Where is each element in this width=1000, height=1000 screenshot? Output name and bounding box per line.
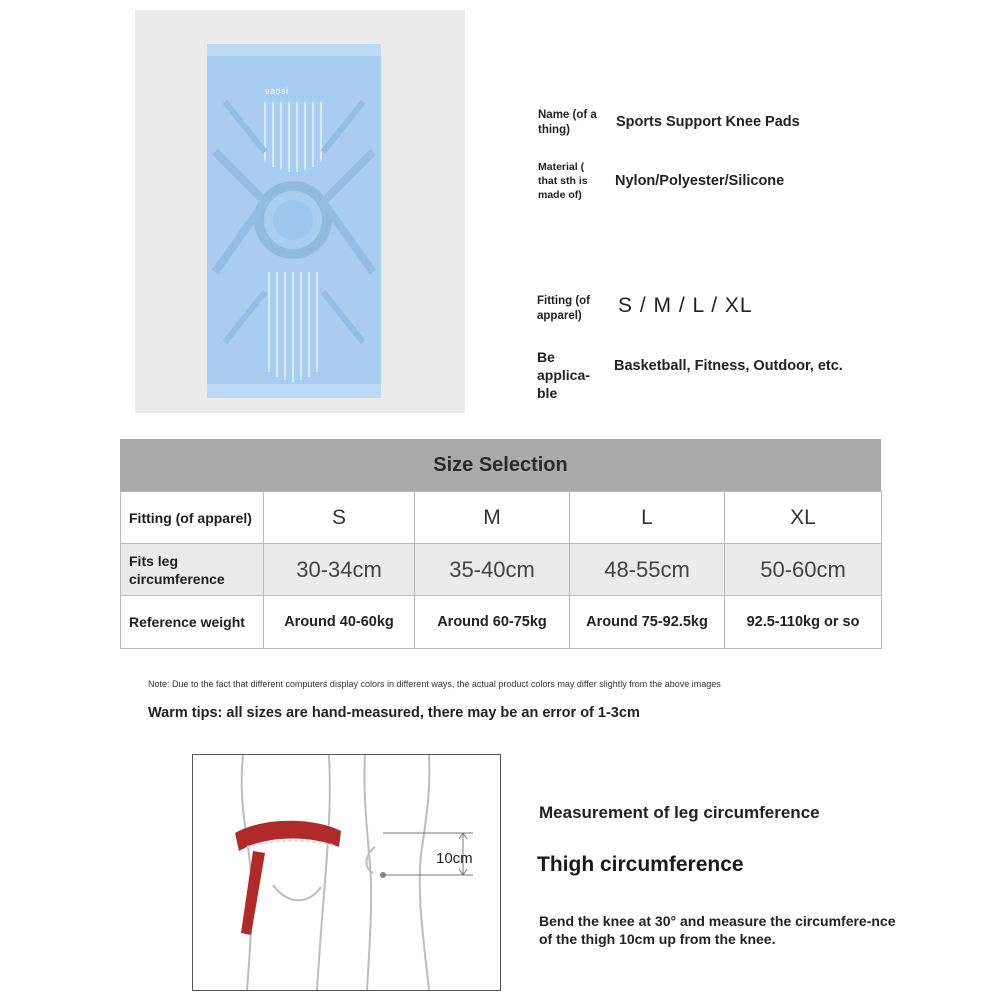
table-row <box>121 544 882 596</box>
knee-sleeve-icon <box>205 42 383 400</box>
measurement-title: Measurement of leg circumference <box>539 803 820 822</box>
spec-value-applicable: Basketball, Fitness, Outdoor, etc. <box>614 358 843 374</box>
measurement-description: Bend the knee at 30° and measure the circumfere-nce of the thigh 10cm up from the knee. <box>539 913 896 947</box>
dimension-label: 10cm <box>436 850 473 867</box>
spec-label-applicable: Be applica-ble <box>537 349 590 401</box>
table-row <box>121 492 882 544</box>
circumference-cell: 30-34cm <box>264 544 415 596</box>
size-cell: L <box>570 492 725 544</box>
warm-tips: Warm tips: all sizes are hand-measured, there may be an error of 1-3cm <box>148 705 640 721</box>
table-row <box>121 596 882 649</box>
weight-cell: Around 60-75kg <box>415 596 570 649</box>
circumference-cell: 35-40cm <box>415 544 570 596</box>
size-cell: XL <box>725 492 882 544</box>
leg-diagram <box>193 755 500 990</box>
product-image <box>135 10 465 413</box>
weight-cell: 92.5-110kg or so <box>725 596 882 649</box>
measurement-illustration <box>192 754 501 991</box>
spec-value-fitting: S / M / L / XL <box>618 294 753 317</box>
circumference-cell: 50-60cm <box>725 544 882 596</box>
weight-cell: Around 40-60kg <box>264 596 415 649</box>
spec-label-fitting: Fitting (of apparel) <box>537 295 591 322</box>
size-table <box>120 439 881 650</box>
spec-value-material: Nylon/Polyester/Silicone <box>615 173 785 189</box>
color-note: Note: Due to the fact that different computers display colors in different ways, the actual product colors may differ slightly from the above images <box>148 679 721 689</box>
size-cell: S <box>264 492 415 544</box>
spec-label-name: Name (of a thing) <box>538 109 597 136</box>
circumference-cell: 48-55cm <box>570 544 725 596</box>
size-grid <box>120 491 882 649</box>
spec-label-material: Material ( that sth is made of) <box>538 161 588 201</box>
size-table-title: Size Selection <box>120 439 881 491</box>
size-cell: M <box>415 492 570 544</box>
row-label-weight: Reference weight <box>121 596 264 649</box>
leg-outline-icon <box>242 755 430 990</box>
weight-cell: Around 75-92.5kg <box>570 596 725 649</box>
row-label-circumference: Fits leg circumference <box>121 544 264 596</box>
spec-value-name: Sports Support Knee Pads <box>616 114 800 130</box>
measurement-subtitle: Thigh circumference <box>537 853 744 876</box>
brand-label: vaosi <box>265 86 289 96</box>
row-label-fitting: Fitting (of apparel) <box>121 492 264 544</box>
